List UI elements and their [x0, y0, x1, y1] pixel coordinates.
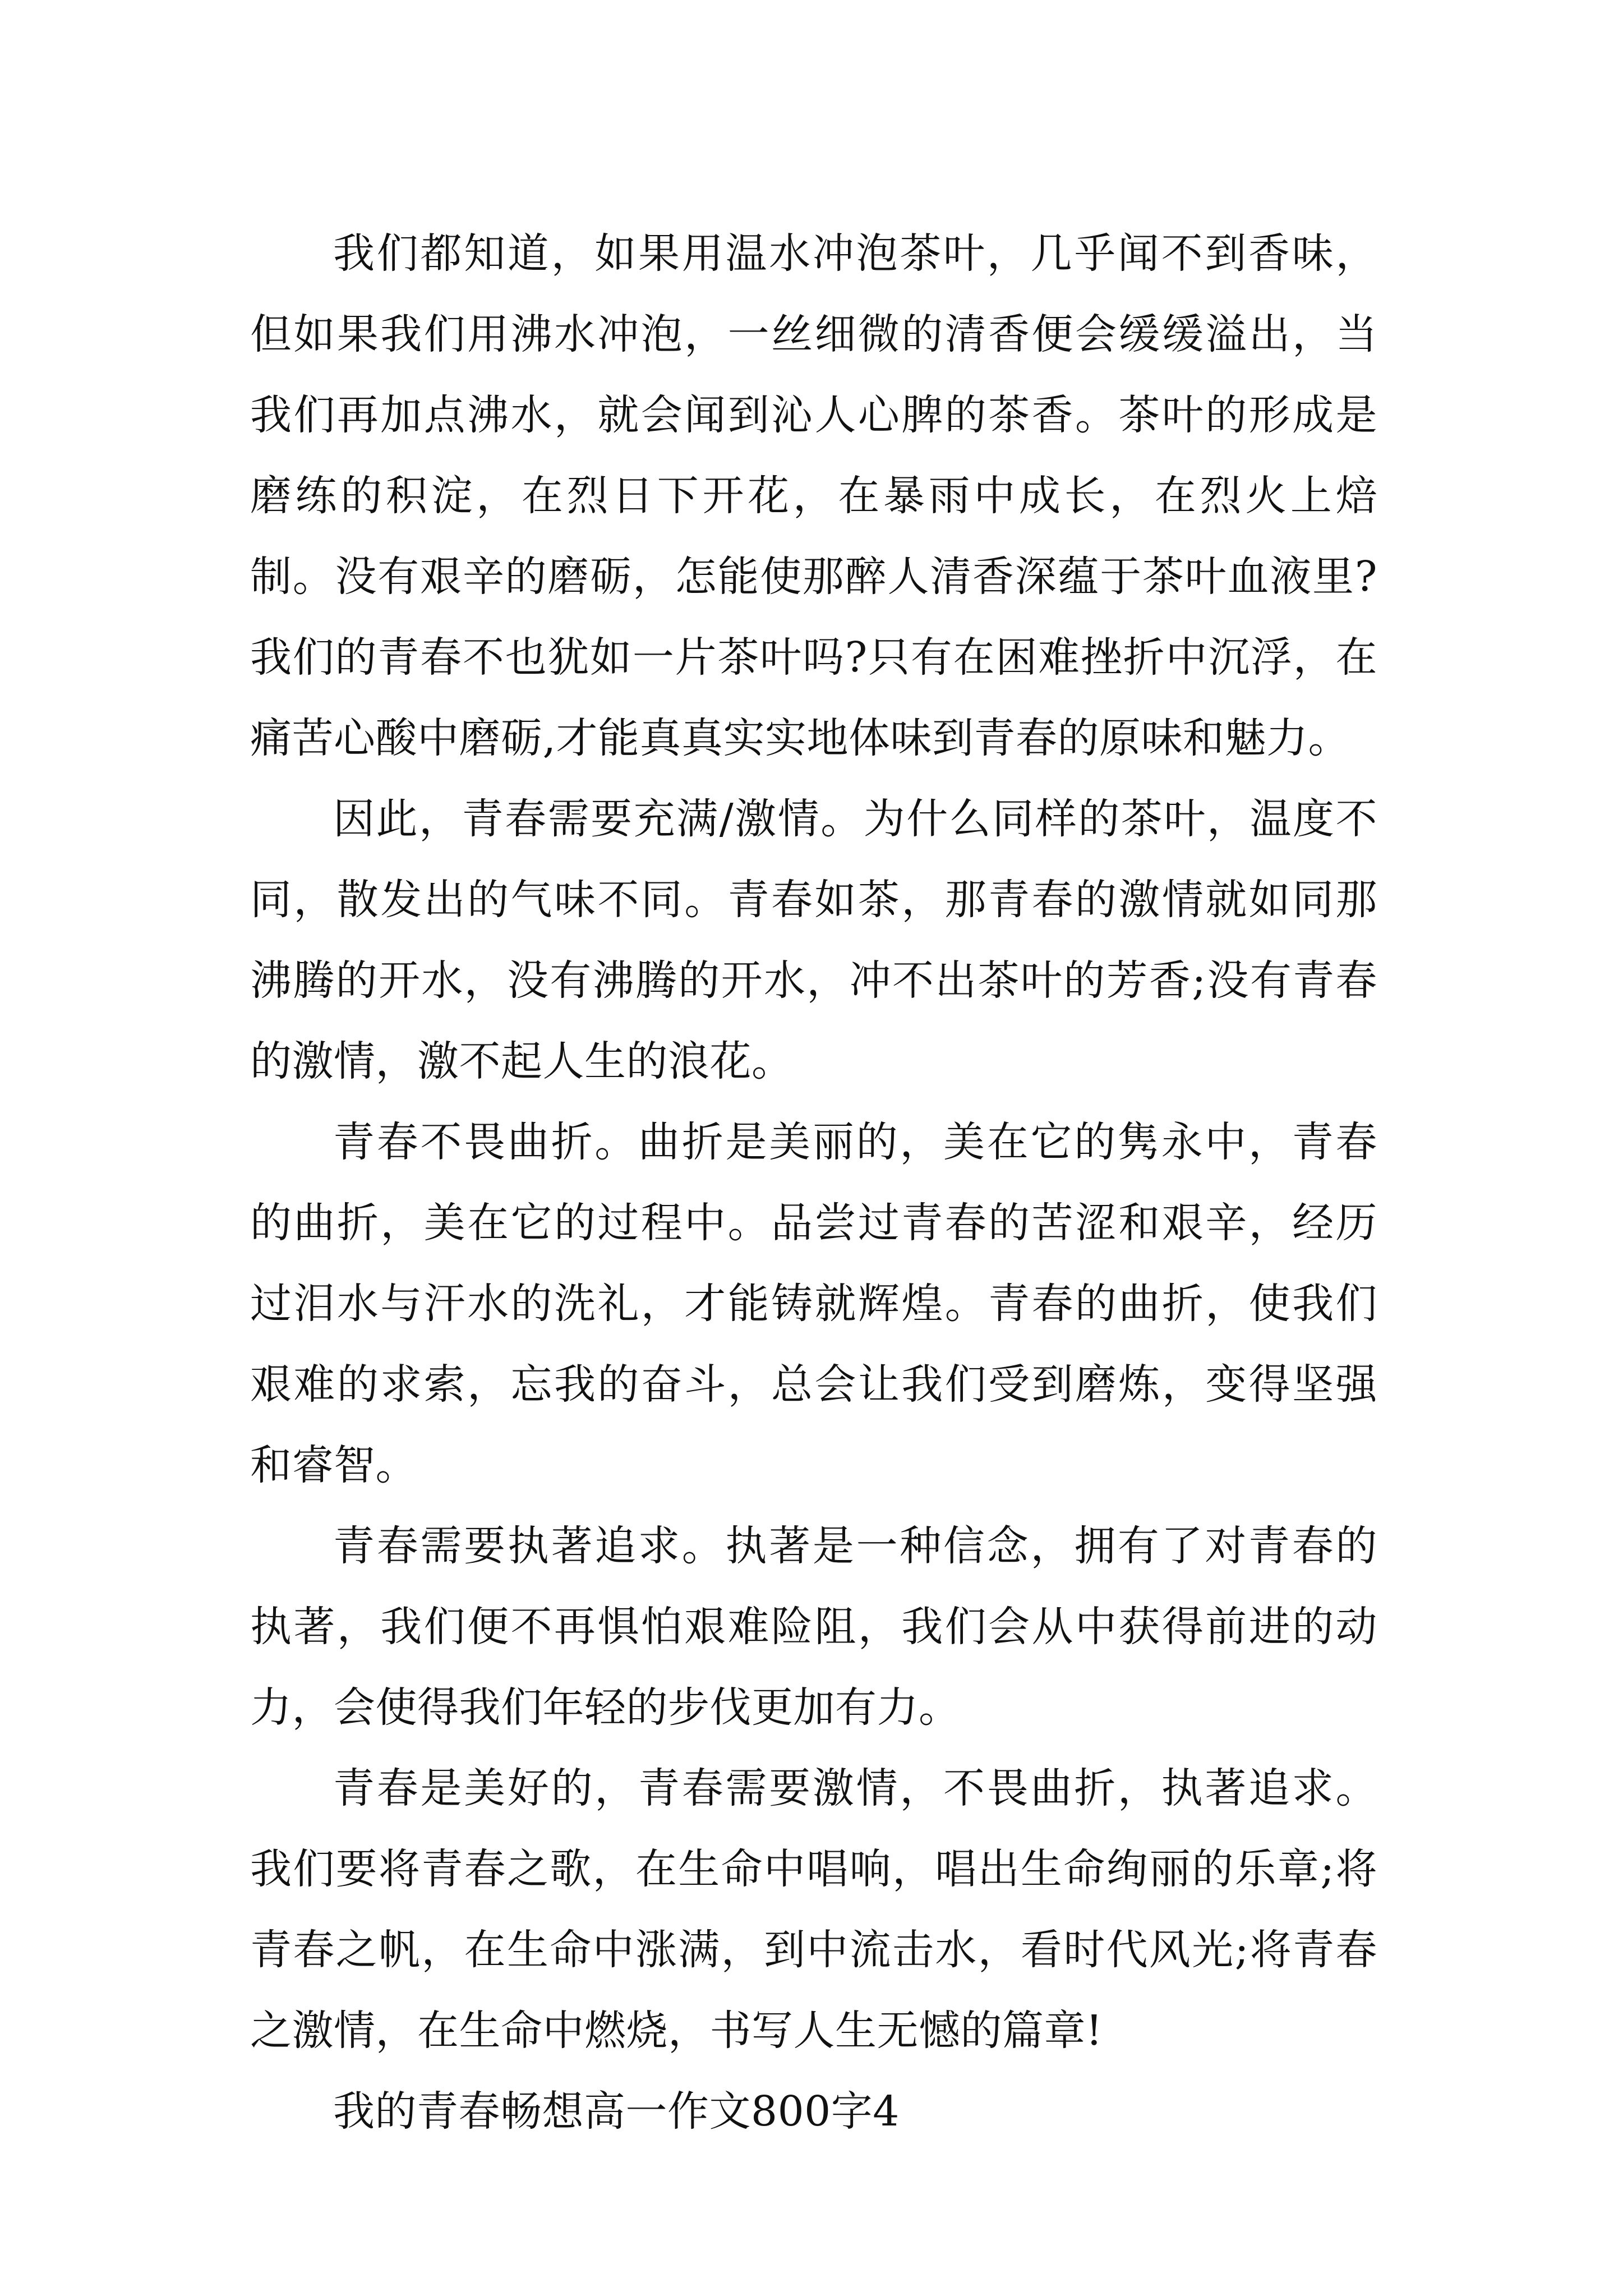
next-essay-title: 我的青春畅想高一作文800字4: [333, 2087, 900, 2136]
paragraph-setbacks: 青春不畏曲折。曲折是美丽的，美在它的隽永中，青春的曲折，美在它的过程中。品尝过青春的苦涩和艰辛，经历过泪水与汗水的洗礼，才能铸就辉煌。青春的曲折，使我们艰难的求索，忘我的奋斗，总会让我们受到磨炼，变得坚强和睿智。: [250, 1118, 1377, 1489]
paragraph-passion: 因此，青春需要充满/激情。为什么同样的茶叶，温度不同，散发出的气味不同。青春如茶，那青春的激情就如同那沸腾的开水，没有沸腾的开水，冲不出茶叶的芳香;没有青春的激情，激不起人生的浪花。: [250, 795, 1377, 1085]
paragraph-conclusion: 青春是美好的，青春需要激情，不畏曲折，执著追求。我们要将青春之歌，在生命中唱响，唱出生命绚丽的乐章;将青春之帆，在生命中涨满，到中流击水，看时代风光;将青春之激情，在生命中燃烧，书写人生无憾的篇章!: [250, 1764, 1377, 2055]
document-body: [250, 213, 1377, 2152]
paragraph-persistence: 青春需要执著追求。执著是一种信念，拥有了对青春的执著，我们便不再惧怕艰难险阻，我们会从中获得前进的动力，会使得我们年轻的步伐更加有力。: [250, 1522, 1377, 1732]
paragraph-tea-metaphor: 我们都知道，如果用温水冲泡茶叶，几乎闻不到香味，但如果我们用沸水冲泡，一丝细微的清香便会缓缓溢出，当我们再加点沸水，就会闻到沁人心脾的茶香。茶叶的形成是磨练的积淀，在烈日下开花，在暴雨中成长，在烈火上焙制。没有艰辛的磨砺，怎能使那醉人清香深蕴于茶叶血液里?我们的青春不也犹如一片茶叶吗?只有在困难挫折中沉浮，在痛苦心酸中磨砺,才能真真实实地体味到青春的原味和魅力。: [250, 229, 1377, 762]
